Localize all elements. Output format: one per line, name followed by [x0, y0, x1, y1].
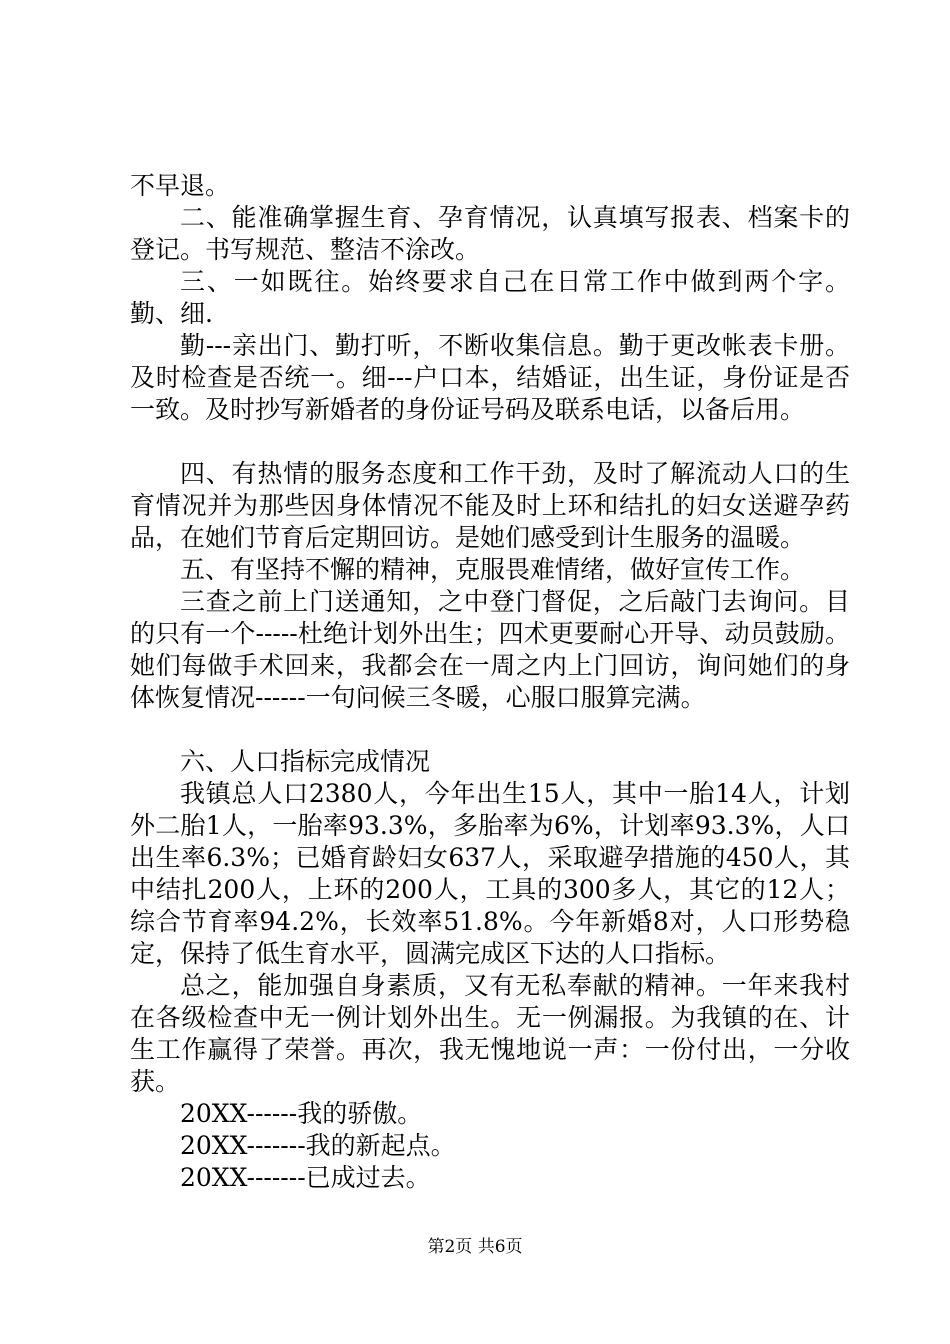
paragraph-item-5: 五、有坚持不懈的精神，克服畏难情绪，做好宣传工作。 [180, 555, 806, 584]
page-number-footer: 第2页 共6页 [427, 1237, 523, 1257]
paragraph-summary: 总之，能加强自身素质，又有无私奉献的精神。一年来我村在各级检查中无一例计划外出生。无一例漏报。为我镇的在、计生工作赢得了荣誉。再次，我无愧地说一声：一份付出，一分收获。 [130, 971, 850, 1096]
paragraph-year-past: 20XX-------已成过去。 [180, 1163, 431, 1192]
section-heading-population: 六、人口指标完成情况 [180, 747, 431, 776]
paragraph-diligence-detail: 勤---亲出门、勤打听，不断收集信息。勤于更改帐表卡册。及时检查是否统一。细---户口本，结婚证，出生证，身份证是否一致。及时抄写新婚者的身份证号码及联系电话，以备后用。 [130, 331, 850, 424]
paragraph-checkup-detail: 三查之前上门送通知，之中登门督促，之后敲门去询问。目的只有一个-----杜绝计划外出生；四术更要耐心开导、动员鼓励。她们每做手术回来，我都会在一周之内上门回访，询问她们的身体恢复情况------一句问候三冬暖，心服口服算完满。 [130, 587, 850, 712]
paragraph-item-3: 三、一如既往。始终要求自己在日常工作中做到两个字。勤、细. [130, 267, 850, 328]
paragraph-year-new-start: 20XX-------我的新起点。 [180, 1131, 456, 1160]
document-body [130, 170, 850, 1194]
paragraph-year-pride: 20XX------我的骄傲。 [180, 1099, 423, 1128]
paragraph-item-4: 四、有热情的服务态度和工作干劲，及时了解流动人口的生育情况并为那些因身体情况不能及时上环和结扎的妇女送避孕药品，在她们节育后定期回访。是她们感受到计生服务的温暖。 [130, 459, 850, 552]
paragraph-continuation: 不早退。 [130, 171, 231, 200]
paragraph-item-2: 二、能准确掌握生育、孕育情况，认真填写报表、档案卡的登记。书写规范、整洁不涂改。 [130, 203, 850, 264]
paragraph-population-stats: 我镇总人口2380人，今年出生15人，其中一胎14人，计划外二胎1人，一胎率93.3%，多胎率为6%，计划率93.3%，人口出生率6.3%；已婚育龄妇女637人，采取避孕措施的450人，其中结扎200人，上环的200人，工具的300多人，其它的12人；综合节育率94.2%，长效率51.8%。今年新婚8对，人口形势稳定，保持了低生育水平，圆满完成区下达的人口指标。 [130, 779, 850, 968]
